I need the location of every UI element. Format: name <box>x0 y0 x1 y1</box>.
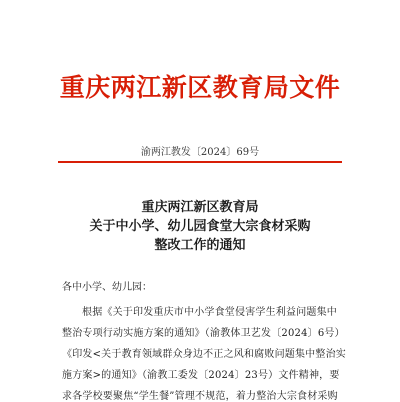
body-paragraph-line: 整治专项行动实施方案的通知》（渝教体卫艺发〔2024〕6号） <box>62 328 345 339</box>
title-line-3: 整改工作的通知 <box>154 238 246 253</box>
document-masthead: 重庆两江新区教育局文件 <box>59 73 341 102</box>
recipient-line: 各中小学、幼儿园： <box>62 282 152 293</box>
document-number: 渝两江教发〔2024〕69号 <box>140 147 260 158</box>
body-paragraph-line: 施方案>的通知》（渝教工委发〔2024〕23号）文件精神，要 <box>62 370 340 381</box>
red-divider-line <box>58 161 342 163</box>
body-paragraph-line: 《印发<关于教育领域群众身边不正之风和腐败问题集中整治实 <box>62 349 346 360</box>
body-paragraph-line: 求各学校要聚焦“学生餐”管理不规范，着力整治大宗食材采购 <box>62 391 338 402</box>
title-line-1: 重庆两江新区教育局 <box>141 200 259 215</box>
body-paragraph-line: 根据《关于印发重庆市中小学食堂侵害学生利益问题集中 <box>82 307 337 318</box>
title-line-2: 关于中小学、幼儿园食堂大宗食材采购 <box>89 219 311 234</box>
